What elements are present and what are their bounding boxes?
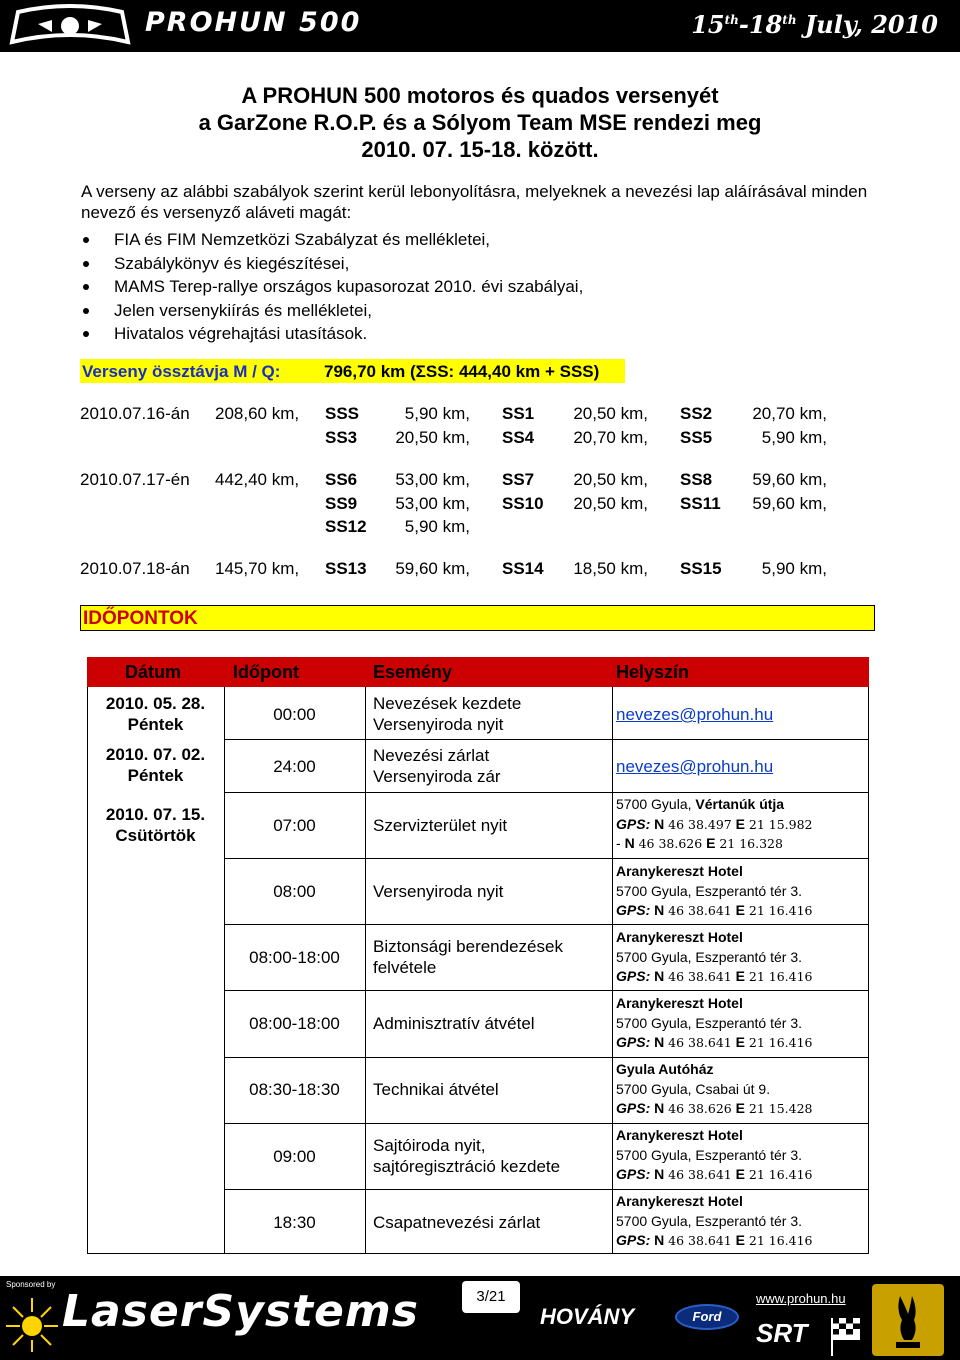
playboy-logo: [872, 1284, 944, 1356]
column-header: Dátum: [125, 662, 182, 682]
table-border: [87, 1253, 869, 1254]
location-cell: Aranykereszt Hotel 5700 Gyula, Eszperantó tér 3. GPS: N 46 38.641 E 21 16.416: [616, 1127, 813, 1182]
event-cell: Versenyiroda nyit: [373, 882, 504, 901]
table-header: [87, 657, 869, 687]
timetable: [87, 657, 869, 1253]
location-cell: Gyula Autóház 5700 Gyula, Csabai út 9. GPS: N 46 38.626 E 21 15.428: [616, 1061, 813, 1116]
day-total: 208,60 km,: [215, 404, 300, 423]
checkered-flag-icon: [828, 1316, 862, 1356]
column-header: Helyszín: [616, 662, 690, 682]
event-cell: Technikai átvétel: [373, 1080, 499, 1099]
stage-name: SS15: [680, 559, 722, 578]
page-number: 3/21: [462, 1281, 520, 1313]
ford-logo: Ford: [675, 1304, 739, 1330]
day-total: 442,40 km,: [215, 470, 300, 489]
time-cell: 00:00: [273, 705, 316, 724]
row-divider: [224, 792, 869, 793]
stage-name: SS14: [502, 559, 544, 578]
table-border: [365, 687, 366, 1253]
time-cell: 18:30: [273, 1213, 316, 1232]
day-date: 2010.07.18-án: [80, 559, 190, 578]
location-cell: Aranykereszt Hotel 5700 Gyula, Eszperantó tér 3. GPS: N 46 38.641 E 21 16.416: [616, 1193, 813, 1248]
website-link[interactable]: www.prohun.hu: [756, 1291, 846, 1306]
date-cell: 2010. 05. 28. Péntek: [105, 694, 206, 734]
section-heading: [80, 605, 875, 631]
day-date: 2010.07.16-án: [80, 404, 190, 423]
list-item: Szabálykönyv és kiegészítései,: [81, 252, 583, 276]
stage-name: SS5: [680, 428, 713, 447]
row-divider: [224, 1189, 869, 1190]
list-item: Jelen versenykiírás és mellékletei,: [81, 299, 583, 323]
stage-name: SS6: [325, 470, 358, 489]
playboy-bunny-icon: [882, 1290, 934, 1350]
hovany-logo: HOVÁNY: [540, 1304, 635, 1329]
laser-systems-logo: LaserSystems: [62, 1286, 419, 1337]
row-divider: [224, 924, 869, 925]
page-title: [0, 82, 960, 163]
stage-km: 5,90 km,: [404, 517, 470, 536]
stage-name: SS11: [680, 494, 721, 513]
row-divider: [224, 858, 869, 859]
rules-list: [81, 228, 583, 346]
event-cell: Szervizterület nyit: [373, 816, 508, 835]
stage-name: SS8: [680, 470, 713, 489]
stage-name: SS1: [502, 404, 535, 423]
location-cell: Aranykereszt Hotel 5700 Gyula, Eszperantó tér 3. GPS: N 46 38.641 E 21 16.416: [616, 863, 813, 918]
event-cell: Csapatnevezési zárlat: [373, 1213, 541, 1232]
page-header: [0, 0, 960, 52]
sponsored-label: Sponsored by: [6, 1280, 56, 1289]
stage-km: 20,50 km,: [573, 470, 648, 489]
stage-km: 53,00 km,: [395, 470, 470, 489]
event-cell: Biztonsági berendezések felvétele: [373, 937, 563, 977]
srt-logo: SRT: [756, 1318, 808, 1348]
stage-km: 5,90 km,: [761, 559, 827, 578]
event-dates: 15th-18th July, 2010: [691, 10, 938, 39]
time-cell: 08:30-18:30: [249, 1080, 340, 1099]
table-border: [868, 687, 869, 1253]
time-cell: 08:00-18:00: [249, 948, 340, 967]
brand-title: PROHUN 500: [145, 7, 362, 38]
email-link[interactable]: nevezes@prohun.hu: [616, 705, 774, 724]
time-cell: 08:00: [273, 882, 316, 901]
list-item: FIA és FIM Nemzetközi Szabályzat és mellékletei,: [81, 228, 583, 252]
time-cell: 07:00: [273, 816, 316, 835]
time-cell: 24:00: [273, 757, 316, 776]
event-cell: Nevezési zárlat Versenyiroda zár: [373, 746, 501, 786]
table-border: [612, 687, 613, 1253]
stage-name: SS13: [325, 559, 367, 578]
prohun-logo-icon: [8, 4, 132, 48]
distance-value: 796,70 km (ΣSS: 444,40 km + SSS): [324, 362, 600, 381]
row-divider: [224, 739, 869, 740]
column-header: Esemény: [373, 662, 453, 682]
distance-highlight: [80, 359, 625, 383]
stage-name: SS3: [325, 428, 358, 447]
row-divider: [224, 990, 869, 991]
stage-name: SS4: [502, 428, 535, 447]
date-cell: 2010. 07. 15. Csütörtök: [105, 805, 206, 845]
title-line: A PROHUN 500 motoros és quados versenyét: [241, 83, 719, 108]
stage-km: 20,50 km,: [395, 428, 470, 447]
time-cell: 08:00-18:00: [249, 1014, 340, 1033]
title-line: a GarZone R.O.P. és a Sólyom Team MSE rendezi meg: [198, 110, 762, 135]
stage-name: SS10: [502, 494, 544, 513]
list-item: MAMS Terep-rallye országos kupasorozat 2010. évi szabályai,: [81, 275, 583, 299]
stage-name: SS7: [502, 470, 535, 489]
stage-km: 59,60 km,: [752, 470, 827, 489]
stage-name: SS2: [680, 404, 713, 423]
stage-km: 53,00 km,: [395, 494, 470, 513]
section-heading-text: IDŐPONTOK: [83, 608, 198, 629]
time-cell: 09:00: [273, 1147, 316, 1166]
intro-paragraph: A verseny az alábbi szabályok szerint kerül lebonyolításra, melyeknek a nevezési lap aláírásával minden nevező és versenyző aláveti magát:: [81, 182, 868, 222]
stage-name: SSS: [325, 404, 360, 423]
location-cell: Aranykereszt Hotel 5700 Gyula, Eszperantó tér 3. GPS: N 46 38.641 E 21 16.416: [616, 929, 813, 984]
stage-km: 20,70 km,: [752, 404, 827, 423]
stage-km: 5,90 km,: [404, 404, 470, 423]
row-divider: [224, 1123, 869, 1124]
stage-km: 18,50 km,: [573, 559, 648, 578]
location-cell: Aranykereszt Hotel 5700 Gyula, Eszperantó tér 3. GPS: N 46 38.641 E 21 16.416: [616, 995, 813, 1050]
stage-km: 59,60 km,: [395, 559, 470, 578]
title-line: 2010. 07. 15-18. között.: [361, 137, 599, 162]
list-item: Hivatalos végrehajtási utasítások.: [81, 322, 583, 346]
stage-name: SS12: [325, 517, 367, 536]
stage-km: 20,50 km,: [573, 404, 648, 423]
event-cell: Adminisztratív átvétel: [373, 1014, 535, 1033]
distance-label: Verseny össztávja M / Q:: [82, 362, 281, 381]
stage-km: 20,70 km,: [573, 428, 648, 447]
column-header: Időpont: [233, 662, 299, 682]
stage-km: 5,90 km,: [761, 428, 827, 447]
day-date: 2010.07.17-én: [80, 470, 190, 489]
row-divider: [224, 1057, 869, 1058]
stage-name: SS9: [325, 494, 358, 513]
location-cell: 5700 Gyula, Vértanúk útja GPS: N 46 38.497 E 21 15.982 - N 46 38.626 E 21 16.328: [616, 796, 813, 851]
stage-km: 20,50 km,: [573, 494, 648, 513]
event-cell: Nevezések kezdete Versenyiroda nyit: [373, 694, 522, 734]
laser-sun-icon: [4, 1294, 60, 1354]
sponsor-footer: [0, 1276, 960, 1360]
stage-km: 59,60 km,: [752, 494, 827, 513]
day-total: 145,70 km,: [215, 559, 300, 578]
event-cell: Sajtóiroda nyit, sajtóregisztráció kezdete: [373, 1136, 561, 1176]
date-cell: 2010. 07. 02. Péntek: [105, 745, 206, 785]
email-link[interactable]: nevezes@prohun.hu: [616, 757, 774, 776]
